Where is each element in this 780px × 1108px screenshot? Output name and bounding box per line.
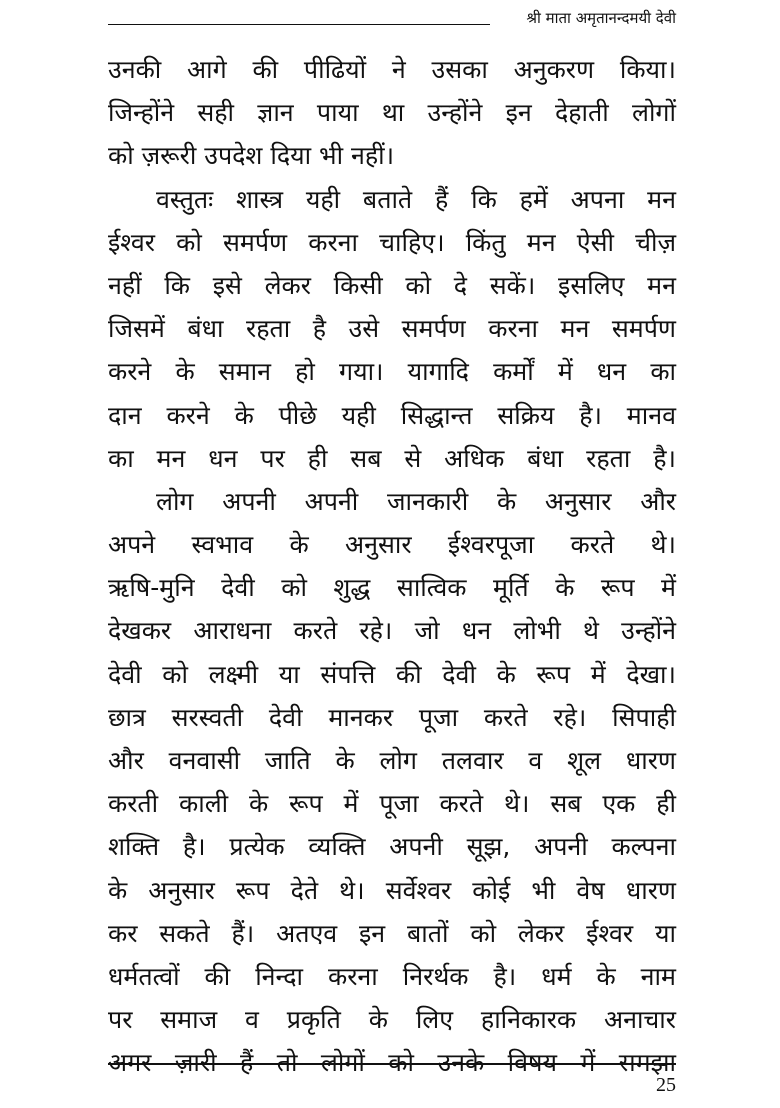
header-rule — [108, 24, 490, 25]
text-line: करती काली के रूप में पूजा करते थे। सब एक ही — [108, 789, 676, 819]
text-line: को ज़रूरी उपदेश दिया भी नहीं। — [108, 141, 395, 171]
footer-rule — [108, 1063, 676, 1065]
text-line: देवी को लक्ष्मी या संपत्ति की देवी के रूप में देखा। — [108, 659, 676, 689]
text-line: देखकर आराधना करते रहे। जो धन लोभी थे उन्होंने — [108, 616, 676, 646]
text-line: शक्ति है। प्रत्येक व्यक्ति अपनी सूझ, अपनी कल्पना — [108, 832, 676, 862]
text-line: का मन धन पर ही सब से अधिक बंधा रहता है। — [108, 443, 676, 473]
text-line: जिसमें बंधा रहता है उसे समर्पण करना मन समर्पण — [108, 314, 676, 344]
page-number: 25 — [656, 1074, 676, 1096]
text-line: नहीं कि इसे लेकर किसी को दे सकें। इसलिए मन — [108, 270, 676, 300]
text-line: पर समाज व प्रकृति के लिए हानिकारक अनाचार — [108, 1005, 676, 1035]
text-line: कर सकते हैं। अतएव इन बातों को लेकर ईश्वर या — [108, 918, 676, 948]
text-line-paragraph-start: वस्तुतः शास्त्र यही बताते हैं कि हमें अपना मन — [156, 184, 676, 214]
text-line: ऋषि-मुनि देवी को शुद्ध सात्विक मूर्ति के रूप में — [108, 573, 676, 603]
text-line: धर्मतत्वों की निन्दा करना निरर्थक है। धर्म के नाम — [108, 961, 676, 991]
text-line: और वनवासी जाति के लोग तलवार व शूल धारण — [108, 746, 676, 775]
text-line: अपने स्वभाव के अनुसार ईश्वरपूजा करते थे। — [108, 530, 676, 560]
text-line: दान करने के पीछे यही सिद्धान्त सक्रिय है। मानव — [108, 400, 676, 430]
body-text — [108, 48, 676, 1085]
text-line: उनकी आगे की पीढियों ने उसका अनुकरण किया। — [108, 55, 676, 84]
text-line-paragraph-start: लोग अपनी अपनी जानकारी के अनुसार और — [156, 486, 676, 516]
text-line: ईश्वर को समर्पण करना चाहिए। किंतु मन ऐसी चीज़ — [108, 227, 676, 257]
text-line: छात्र सरस्वती देवी मानकर पूजा करते रहे। सिपाही — [108, 702, 676, 732]
running-header — [108, 6, 676, 34]
text-line: के अनुसार रूप देते थे। सर्वेश्वर कोई भी वेष धारण — [108, 875, 676, 905]
text-line: अगर ज़ारी हैं तो लोगों को उनके विषय में समझा — [108, 1048, 676, 1078]
text-line: जिन्होंने सही ज्ञान पाया था उन्होंने इन देहाती लोगों — [108, 98, 676, 128]
running-head-title: श्री माता अमृतानन्दमयी देवी — [526, 9, 676, 27]
text-line: करने के समान हो गया। यागादि कर्मों में धन का — [108, 357, 676, 387]
